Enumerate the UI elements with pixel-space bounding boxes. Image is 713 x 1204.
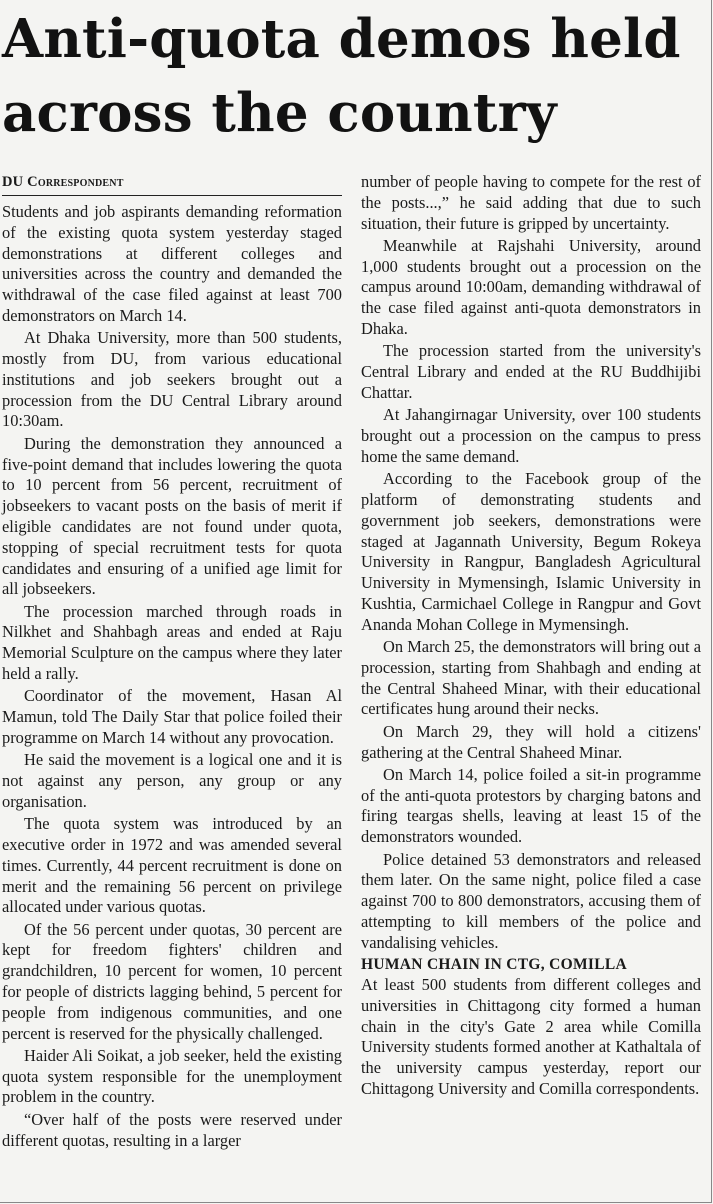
paragraph: During the demonstration they announced a five-point demand that includes lowering the quota to 10 percent from 56 percent, recruitment of jobseekers to vacant posts on the basis of merit if eligible candidates are not found under quota, stopping of special recruitment tests for quota candidates and ensuring of a unified age limit for all jobseekers.: [2, 433, 342, 599]
paragraph: On March 14, police foiled a sit-in programme of the anti-quota protestors by charging batons and firing teargas shells, leaving at least 15 of the demonstrators wounded.: [361, 764, 701, 847]
paragraph: On March 25, the demonstrators will bring out a procession, starting from Shahbagh and ending at the Central Shaheed Minar, with their educational certificates hung around their necks.: [361, 637, 701, 719]
paragraph: At Dhaka University, more than 500 students, mostly from DU, from various educational institutions and job seekers brought out a procession from the DU Central Library around 10:30am.: [2, 328, 342, 431]
paragraph: number of people having to compete for the rest of the posts...,” he said adding that due to such situation, their future is gripped by uncertainty.: [361, 172, 701, 233]
paragraph: Students and job aspirants demanding reformation of the existing quota system yesterday staged demonstrations at different colleges and universities across the country and demanded the withdrawal of the case filed against at least 700 demonstrators on March 14.: [2, 202, 342, 325]
paragraph: Haider Ali Soikat, a job seeker, held the existing quota system responsible for the unemployment problem in the country.: [2, 1045, 342, 1107]
left-column: [2, 172, 342, 1153]
paragraph: Police detained 53 demonstrators and released them later. On the same night, police filed a case against 700 to 800 demonstrators, accusing them of attempting to kill members of the police and vandalising vehicles.: [361, 849, 701, 952]
right-column: [361, 172, 701, 1101]
paragraph: “Over half of the posts were reserved under different quotas, resulting in a larger: [2, 1109, 342, 1150]
paragraph: The quota system was introduced by an executive order in 1972 and was amended several times. Currently, 44 percent recruitment is done on merit and the remaining 56 percent on privilege allocated under various quotas.: [2, 814, 342, 917]
paragraph: Meanwhile at Rajshahi University, around 1,000 students brought out a procession on the campus around 10:00am, demanding withdrawal of the case filed against anti-quota demonstrators in Dhaka.: [361, 235, 701, 339]
paragraph: According to the Facebook group of the platform of demonstrating students and government job seekers, demonstrations were staged at Jagannath University, Begum Rokeya University in Rangpur, Bangladesh Agricultural University in Mymensingh, Islamic University in Kushtia, Carmichael College in Rangpur and Govt Ananda Mohan College in Mymensingh.: [361, 469, 701, 634]
article-headline: [2, 2, 708, 150]
headline-line-1: Anti-quota demos held: [2, 8, 681, 70]
paragraph: The procession started from the university's Central Library and ended at the RU Buddhijibi Chattar.: [361, 341, 701, 402]
paragraph: Of the 56 percent under quotas, 30 percent are kept for freedom fighters' children and grandchildren, 10 percent for women, 10 percent for people of districts lagging behind, 5 percent for people from indigenous communities, and one percent is reserved for the physically challenged.: [2, 919, 342, 1043]
paragraph: On March 29, they will hold a citizens' gathering at the Central Shaheed Minar.: [361, 721, 701, 762]
byline: DU Correspondent: [2, 172, 342, 196]
paragraph: At least 500 students from different colleges and universities in Chittagong city formed a human chain in the city's Gate 2 area while Comilla University students formed another at Kathaltala of the university campus yesterday, report our Chittagong University and Comilla correspondents.: [361, 974, 701, 1098]
headline-line-2: across the country: [2, 82, 557, 144]
subheading: HUMAN CHAIN IN CTG, COMILLA: [361, 955, 628, 973]
paragraph: Coordinator of the movement, Hasan Al Mamun, told The Daily Star that police foiled their programme on March 14 without any provocation.: [2, 686, 342, 747]
paragraph: He said the movement is a logical one and it is not against any person, any group or any organisation.: [2, 750, 342, 811]
paragraph: At Jahangirnagar University, over 100 students brought out a procession on the campus to press home the same demand.: [361, 405, 701, 466]
paragraph: The procession marched through roads in Nilkhet and Shahbagh areas and ended at Raju Memorial Sculpture on the campus where they later held a rally.: [2, 601, 342, 684]
